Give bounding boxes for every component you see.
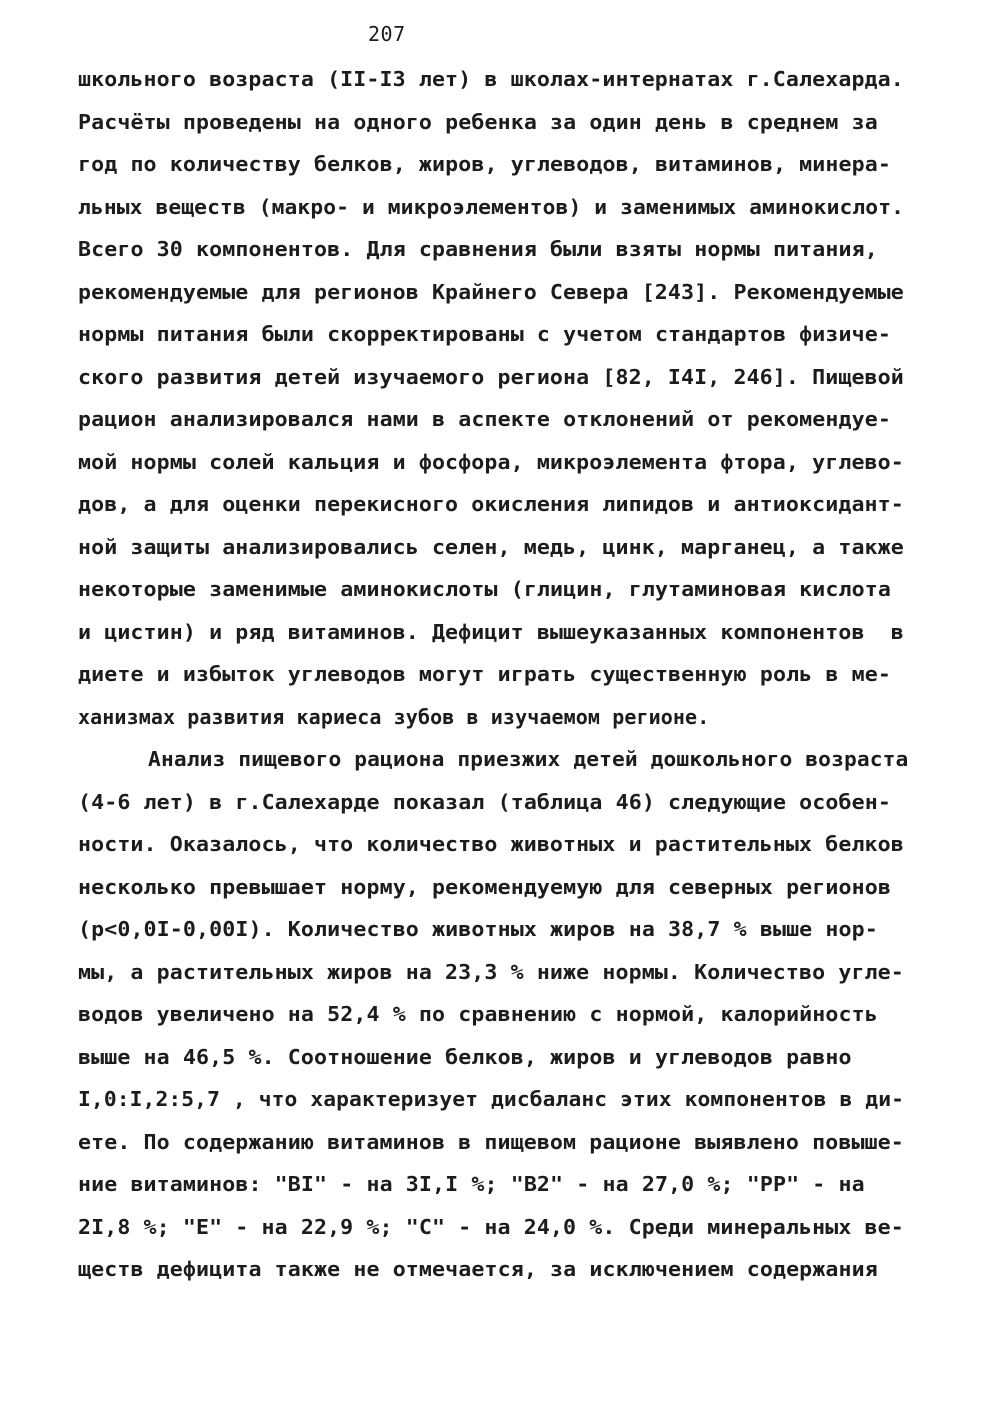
text-line: некоторые заменимые аминокислоты (глицин, глутаминовая кислота <box>78 577 891 601</box>
text-line: дов, а для оценки перекисного окисления липидов и антиоксидант- <box>78 492 904 516</box>
text-line: ханизмах развития кариеса зубов в изучаемом регионе. <box>78 704 710 729</box>
text-line: ной защиты анализировались селен, медь, цинк, марганец, а также <box>78 534 904 559</box>
text-line: школьного возраста (II-I3 лет) в школах-интернатах г.Салехарда. <box>78 67 904 91</box>
text-line: нормы питания были скорректированы с учетом стандартов физиче- <box>78 322 891 346</box>
text-line: ществ дефицита также не отмечается, за исключением содержания <box>78 1257 878 1281</box>
text-line: выше на 46,5 %. Соотношение белков, жиров и углеводов равно <box>78 1044 852 1069</box>
text-line: Расчёты проведены на одного ребенка за один день в среднем за <box>78 109 878 134</box>
text-line: (4-6 лет) в г.Салехарде показал (таблица 46) следующие особен- <box>78 789 891 814</box>
text-line: ского развития детей изучаемого региона [82, I4I, 246]. Пищевой <box>78 364 904 389</box>
page-number: 207 <box>368 22 406 46</box>
text-line: рекомендуемые для регионов Крайнего Севера [243]. Рекомендуемые <box>78 279 904 304</box>
text-line: год по количеству белков, жиров, углеводов, витаминов, минера- <box>78 152 891 176</box>
text-line: Анализ пищевого рациона приезжих детей дошкольного возраста <box>148 747 909 771</box>
text-line: Всего 30 компонентов. Для сравнения были взяты нормы питания, <box>78 237 878 261</box>
text-line: мы, а растительных жиров на 23,3 % ниже нормы. Количество угле- <box>78 959 904 984</box>
text-line: ние витаминов: "BI" - на 3I,I %; "B2" - на 27,0 %; "PP" - на <box>78 1172 865 1196</box>
paragraph-1 <box>78 58 908 738</box>
text-line: мой нормы солей кальция и фосфора, микроэлемента фтора, углево- <box>78 449 904 474</box>
text-line: несколько превышает норму, рекомендуемую для северных регионов <box>78 874 891 899</box>
text-line: и цистин) и ряд витаминов. Дефицит вышеуказанных компонентов в <box>78 619 904 644</box>
text-line: льных веществ (макро- и микроэлементов) и заменимых аминокислот. <box>78 194 905 219</box>
text-line: 2I,8 %; "E" - на 22,9 %; "C" - на 24,0 %. Среди минеральных ве- <box>78 1214 904 1239</box>
text-line: ности. Оказалось, что количество животных и растительных белков <box>78 832 904 856</box>
body-text <box>78 58 908 1291</box>
text-line: рацион анализировался нами в аспекте отклонений от рекомендуе- <box>78 407 891 431</box>
text-line: ете. По содержанию витаминов в пищевом рационе выявлено повыше- <box>78 1129 904 1154</box>
text-line: диете и избыток углеводов могут играть существенную роль в ме- <box>78 662 891 686</box>
text-line: I,0:I,2:5,7 , что характеризует дисбаланс этих компонентов в ди- <box>78 1087 905 1111</box>
text-line: (р<0,0I-0,00I). Количество животных жиров на 38,7 % выше нор- <box>78 917 878 941</box>
paragraph-2 <box>78 738 908 1291</box>
text-line: водов увеличено на 52,4 % по сравнению с нормой, калорийность <box>78 1002 878 1026</box>
